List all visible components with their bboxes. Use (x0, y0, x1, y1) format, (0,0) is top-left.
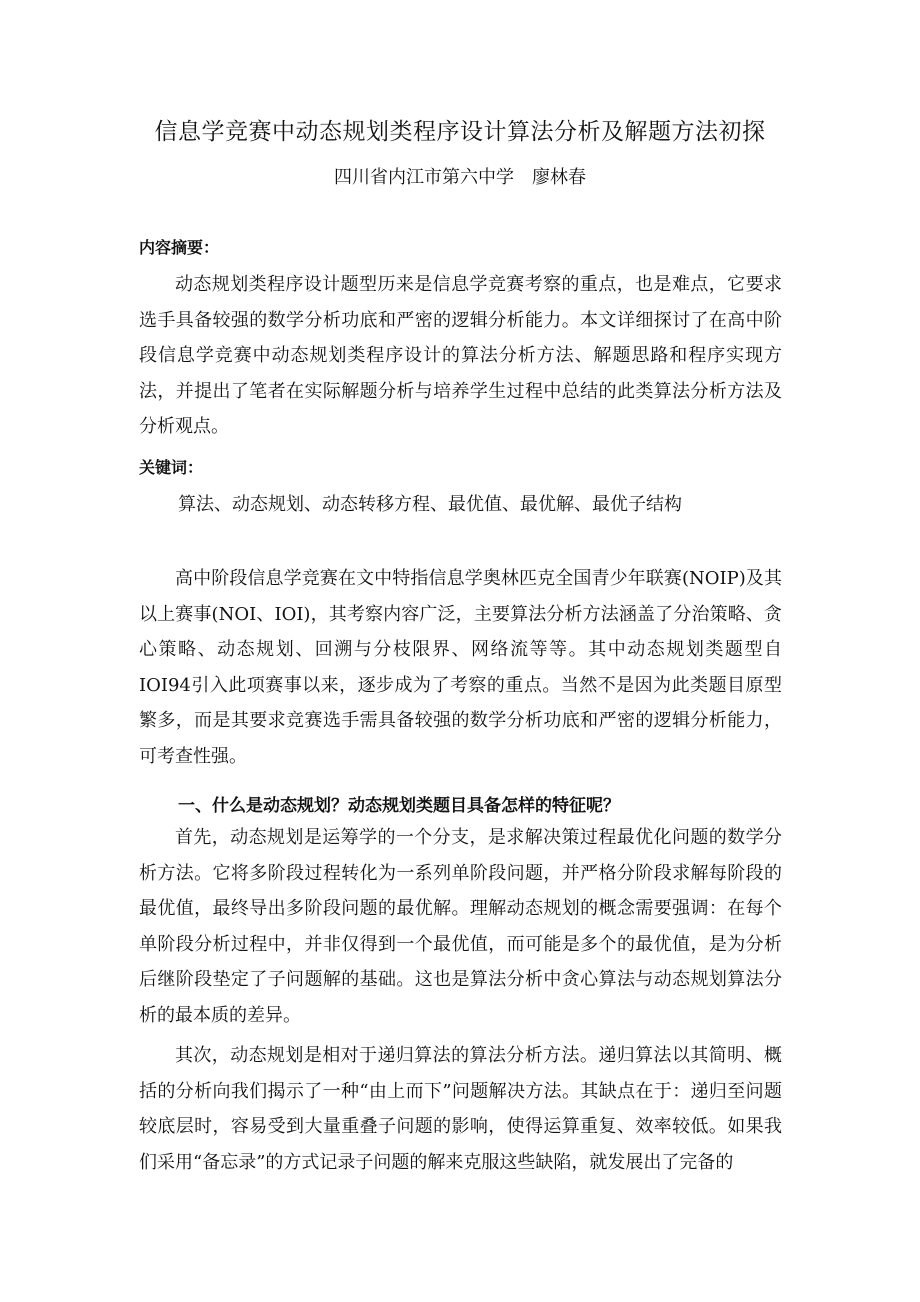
document-title: 信息学竞赛中动态规划类程序设计算法分析及解题方法初探 (154, 119, 766, 145)
keywords-heading: 关键词： (139, 458, 204, 477)
abstract-heading: 内容摘要： (139, 238, 220, 257)
section-1-paragraph-2: 其次，动态规划是相对于递归算法的算法分析方法。递归算法以其简明、概括的分析向我们揭示了一种“由上而下”问题解决方法。其缺点在于：递归至问题较底层时，容易受到大量重叠子问题的影响，使得运算重复、效率较低。如果我们采用“备忘录”的方式记录子问题的解来克服这些缺陷，就发展出了完备的 (139, 1045, 782, 1173)
section-1-paragraph-1: 首先，动态规划是运筹学的一个分支，是求解决策过程最优化问题的数学分析方法。它将多阶段过程转化为一系列单阶段问题，并严格分阶段求解每阶段的最优值，最终导出多阶段问题的最优解。理解动态规划的概念需要强调：在每个单阶段分析过程中，并非仅得到一个最优值，而可能是多个的最优值，是为分析后继阶段垫定了子问题解的基础。这也是算法分析中贪心算法与动态规划算法分析的最本质的差异。 (139, 827, 782, 1026)
author-line: 四川省内江市第六中学 廖林春 (334, 167, 586, 188)
keywords-list: 算法、动态规划、动态转移方程、最优值、最优解、最优子结构 (178, 494, 682, 515)
section-1-heading: 一、什么是动态规划？动态规划类题目具备怎样的特征呢？ (178, 796, 620, 816)
intro-paragraph: 高中阶段信息学竞赛在文中特指信息学奥林匹克全国青少年联赛(NOIP)及其以上赛事(NOI、IOI)，其考察内容广泛，主要算法分析方法涵盖了分治策略、贪心策略、动态规划、回溯与分枝限界、网络流等等。其中动态规划类题型自IOI94引入此项赛事以来，逐步成为了考察的重点。当然不是因为此类题目原型繁多，而是其要求竞赛选手需具备较强的数学分析功底和严密的逻辑分析能力，可考查性强。 (139, 568, 782, 767)
abstract-paragraph: 动态规划类程序设计题型历来是信息学竞赛考察的重点，也是难点，它要求选手具备较强的数学分析功底和严密的逻辑分析能力。本文详细探讨了在高中阶段信息学竞赛中动态规划类程序设计的算法分析方法、解题思路和程序实现方法，并提出了笔者在实际解题分析与培养学生过程中总结的此类算法分析方法及分析观点。 (139, 274, 782, 437)
